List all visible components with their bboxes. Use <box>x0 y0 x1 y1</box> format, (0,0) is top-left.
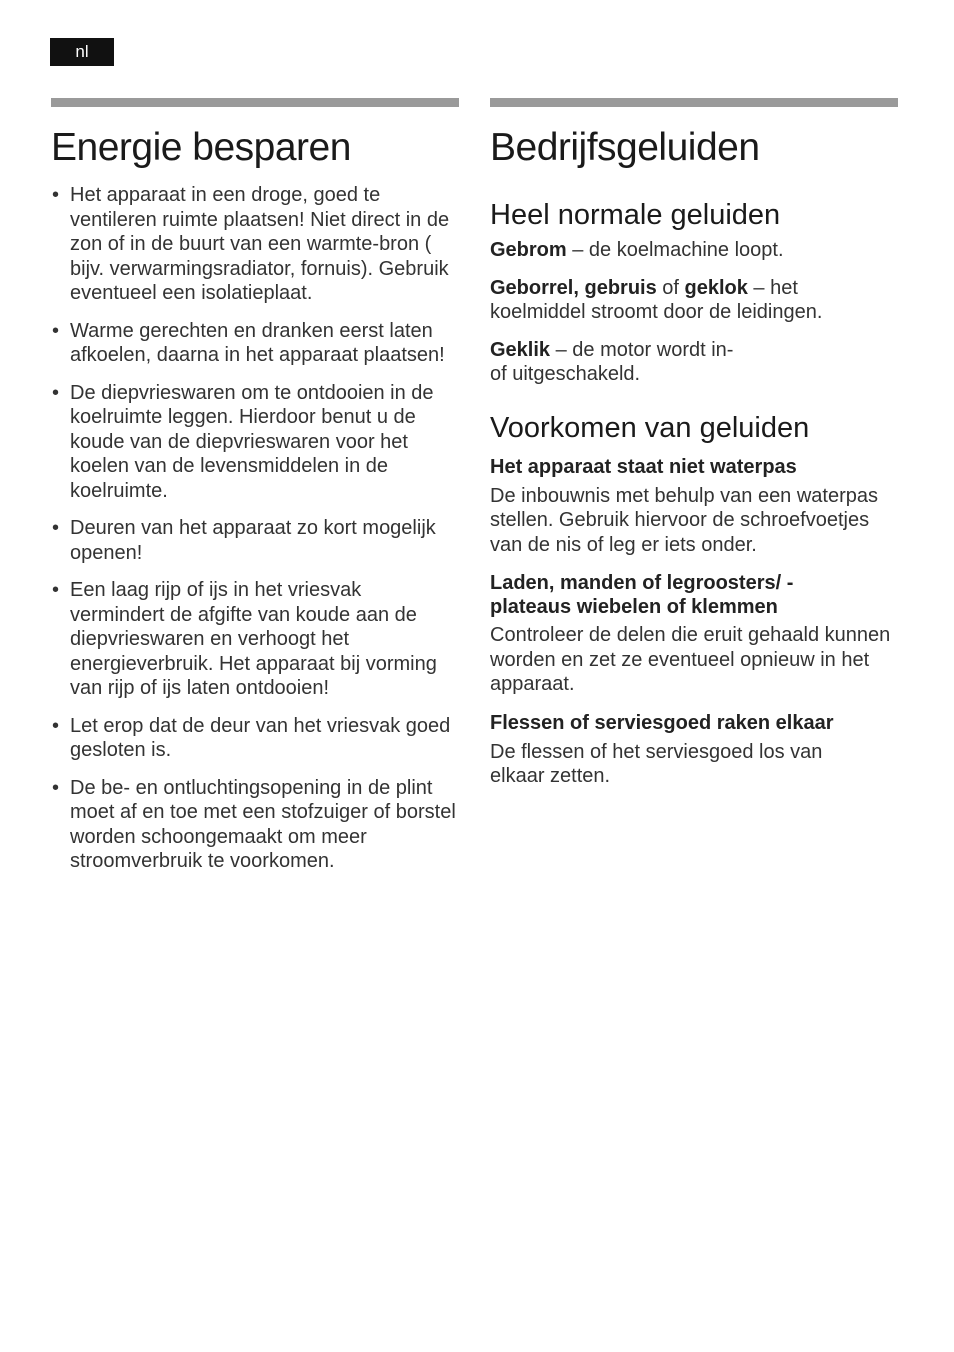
bullet-icon: • <box>52 776 60 799</box>
energy-saving-section <box>51 98 459 887</box>
normal-noises-heading: Heel normale geluiden <box>490 199 781 231</box>
section-divider <box>51 98 459 107</box>
noise-description: – het koelmiddel stroomt door de leidingen. <box>490 276 823 323</box>
problem-solution: Controleer de delen die eruit gehaald kunnen worden en zet ze eventueel opnieuw in het apparaat. <box>490 624 891 695</box>
noise-term: Geklik <box>490 338 551 361</box>
bullet-icon: • <box>52 381 60 404</box>
noise-description: – de motor wordt in- of uitgeschakeld. <box>490 338 734 385</box>
list-item <box>51 578 459 701</box>
noise-item <box>490 338 740 387</box>
problem-title: Flessen of serviesgoed raken elkaar <box>490 711 834 734</box>
list-item-text: Een laag rijp of ijs in het vriesvak vermindert de afgifte van koude aan de diepvrieswaren en verhoogt het energieverbruik. Het apparaat bij vorming van rijp of ijs laten ontdooien! <box>70 579 437 699</box>
operating-noises-section <box>490 98 898 789</box>
section-divider <box>490 98 898 107</box>
list-item <box>51 714 459 763</box>
bullet-icon: • <box>52 714 60 737</box>
problem-solution: De inbouwnis met behulp van een waterpas stellen. Gebruik hiervoor de schroefvoetjes van de nis of leg er iets onder. <box>490 484 879 556</box>
list-item-text: Deuren van het apparaat zo kort mogelijk openen! <box>70 517 436 564</box>
language-tag: nl <box>50 38 114 66</box>
list-item <box>51 381 459 504</box>
problem-title: Laden, manden of legroosters/ -plateaus wiebelen of klemmen <box>490 572 794 618</box>
section-title: Energie besparen <box>51 126 351 169</box>
noise-item <box>490 276 898 325</box>
list-item <box>51 516 459 565</box>
bullet-icon: • <box>52 517 60 539</box>
section-title: Bedrijfsgeluiden <box>490 126 760 169</box>
noise-item <box>490 238 898 263</box>
list-item <box>51 776 459 874</box>
list-item <box>51 319 459 368</box>
bullet-icon: • <box>52 184 60 206</box>
list-item <box>51 183 459 306</box>
noise-term: geklok <box>684 276 748 299</box>
list-item-text: Het apparaat in een droge, goed te ventileren ruimte plaatsen! Niet direct in de zon of in de buurt van een warmte-bron ( bijv. verwarmingsradiator, fornuis). Gebruik eventueel een isolatieplaat. <box>70 184 450 304</box>
problem-title: Het apparaat staat niet waterpas <box>490 455 797 478</box>
noise-term: Geborrel, gebruis <box>490 276 657 299</box>
noise-description: – de koelmachine loopt. <box>566 239 784 261</box>
noise-term: Gebrom <box>490 239 567 261</box>
energy-tips-list <box>51 183 459 874</box>
bullet-icon: • <box>52 579 60 601</box>
problem-solution: De flessen of het serviesgoed los van elkaar zetten. <box>490 740 823 787</box>
noise-connector: of <box>656 276 685 299</box>
list-item-text: Warme gerechten en dranken eerst laten afkoelen, daarna in het apparaat plaatsen! <box>70 319 445 366</box>
list-item-text: Let erop dat de deur van het vriesvak goed gesloten is. <box>70 714 451 761</box>
bullet-icon: • <box>52 319 60 342</box>
prevent-noises-heading: Voorkomen van geluiden <box>490 411 810 444</box>
list-item-text: De be- en ontluchtingsopening in de plint moet af en toe met een stofzuiger of borstel worden schoongemaakt om meer stroomverbruik te voorkomen. <box>70 776 456 872</box>
list-item-text: De diepvrieswaren om te ontdooien in de koelruimte leggen. Hierdoor benut u de koude van de diepvrieswaren voor het koelen van de levensmiddelen in de koelruimte. <box>70 381 434 502</box>
